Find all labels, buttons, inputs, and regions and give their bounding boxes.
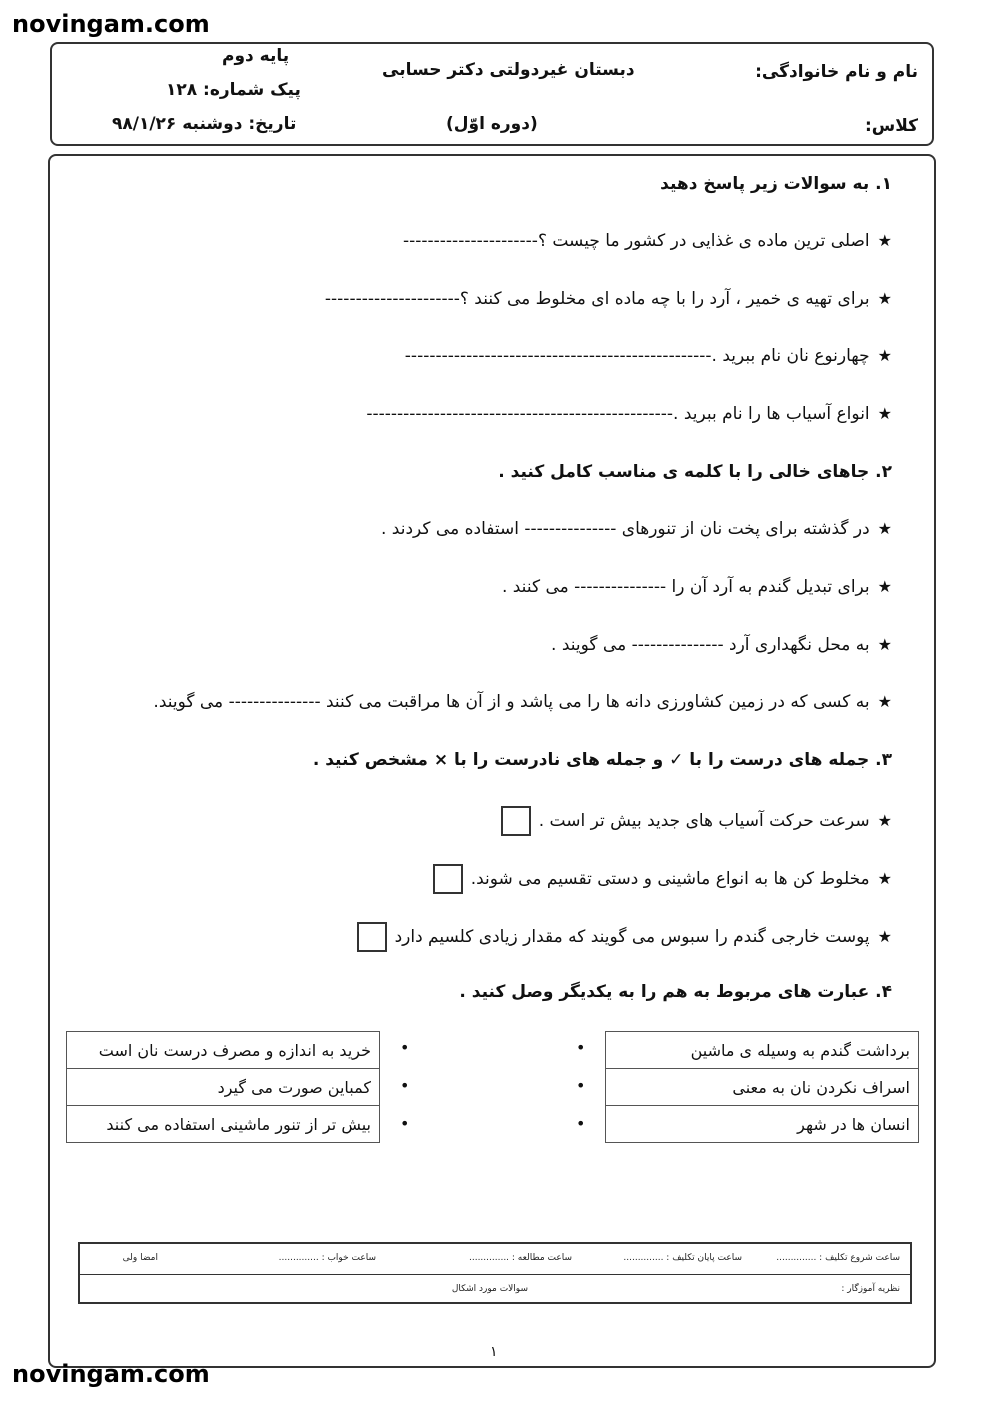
answer-checkbox-3[interactable] [357, 922, 387, 952]
start-time-field: ساعت شروع تکلیف : .............. [776, 1253, 900, 1263]
q1-item-1: ★اصلی ترین ماده ی غذایی در کشور ما چیست ؟---------------------- [402, 231, 892, 251]
watermark-top: novingam.com [12, 10, 210, 38]
homework-log [78, 1242, 912, 1304]
teacher-comment-label: نظریه آموزگار : [841, 1284, 900, 1294]
star-icon: ★ [877, 635, 892, 654]
star-icon: ★ [877, 231, 892, 250]
q2-title: ۲. جاهای خالی را با کلمه ی مناسب کامل کنید . [498, 462, 892, 482]
match-left-1: خرید به اندازه و مصرف درست نان است [67, 1032, 380, 1069]
match-right-3: انسان ها در شهر [606, 1106, 919, 1143]
answer-checkbox-1[interactable] [501, 806, 531, 836]
q4-title: ۴. عبارت های مربوط به هم را به یکدیگر وصل کنید . [459, 982, 892, 1002]
bullet-icon: • [576, 1076, 586, 1095]
match-right-1: برداشت گندم به وسیله ی ماشین [606, 1032, 919, 1069]
q1-item-4: ★انواع آسیاب ها را نام ببرید .-------------------------------------------------- [366, 404, 892, 424]
name-field-label: نام و نام خانوادگی: [755, 62, 918, 82]
q2-item-1: ★در گذشته برای پخت نان از تنورهای --------------- استفاده می کردند . [381, 519, 892, 539]
bullet-icon: • [576, 1114, 586, 1133]
period-label: (دوره اوّل) [446, 114, 538, 134]
match-left-2: کمباین صورت می گیرد [67, 1069, 380, 1106]
school-name: دبستان غیردولتی دکتر حسابی [382, 60, 635, 80]
star-icon: ★ [877, 404, 892, 423]
star-icon: ★ [877, 289, 892, 308]
watermark-bottom: novingam.com [12, 1360, 210, 1388]
q1-item-2: ★برای تهیه ی خمیر ، آرد را با چه ماده ای مخلوط می کنند ؟---------------------- [324, 289, 892, 309]
page-number: ۱ [490, 1344, 498, 1360]
bullet-icon: • [400, 1076, 410, 1095]
answer-checkbox-2[interactable] [433, 864, 463, 894]
sleep-time-field: ساعت خواب : .............. [278, 1253, 376, 1263]
q3-item-2: ★مخلوط کن ها به انواع ماشینی و دستی تقسیم می شوند. [433, 864, 892, 894]
bullet-icon: • [576, 1038, 586, 1057]
end-time-field: ساعت پایان تکلیف : .............. [623, 1253, 742, 1263]
q3-item-1: ★سرعت حرکت آسیاب های جدید بیش تر است . [501, 806, 892, 836]
q3-title: ۳. جمله های درست را با ✓ و جمله های نادرست را با × مشخص کنید . [312, 750, 892, 770]
match-column-left [66, 1031, 380, 1143]
q1-item-3: ★چهارنوع نان نام ببرید .-------------------------------------------------- [404, 346, 892, 366]
packet-number: پیک شماره: ۱۲۸ [166, 80, 301, 100]
q2-item-3: ★به محل نگهداری آرد --------------- می گویند . [551, 635, 892, 655]
match-column-right [605, 1031, 919, 1143]
study-time-field: ساعت مطالعه : .............. [468, 1253, 572, 1263]
grade-label: پایه دوم [222, 46, 290, 66]
bullet-icon: • [400, 1038, 410, 1057]
date-label: تاریخ: دوشنبه ۹۸/۱/۲۶ [112, 114, 297, 134]
parent-signature-label: امضا ولی [122, 1253, 158, 1263]
q2-item-2: ★برای تبدیل گندم به آرد آن را --------------- می کنند . [501, 577, 892, 597]
star-icon: ★ [877, 869, 892, 888]
star-icon: ★ [877, 927, 892, 946]
q2-item-4: ★به کسی که در زمین کشاورزی دانه ها را می پاشد و از آن ها مراقبت می کنند --------------- می گویند. [153, 692, 892, 712]
star-icon: ★ [877, 577, 892, 596]
match-right-2: اسراف نکردن نان به معنی [606, 1069, 919, 1106]
class-field-label: کلاس: [864, 116, 918, 136]
match-left-3: بیش تر از تنور ماشینی استفاده می کنند [67, 1106, 380, 1143]
star-icon: ★ [877, 692, 892, 711]
star-icon: ★ [877, 811, 892, 830]
problem-questions-label: سوالات مورد اشکال [451, 1284, 528, 1294]
q3-item-3: ★پوست خارجی گندم را سبوس می گویند که مقدار زیادی کلسیم دارد [357, 922, 892, 952]
star-icon: ★ [877, 519, 892, 538]
q1-title: ۱. به سوالات زیر پاسخ دهید [660, 174, 892, 194]
bullet-icon: • [400, 1114, 410, 1133]
star-icon: ★ [877, 346, 892, 365]
